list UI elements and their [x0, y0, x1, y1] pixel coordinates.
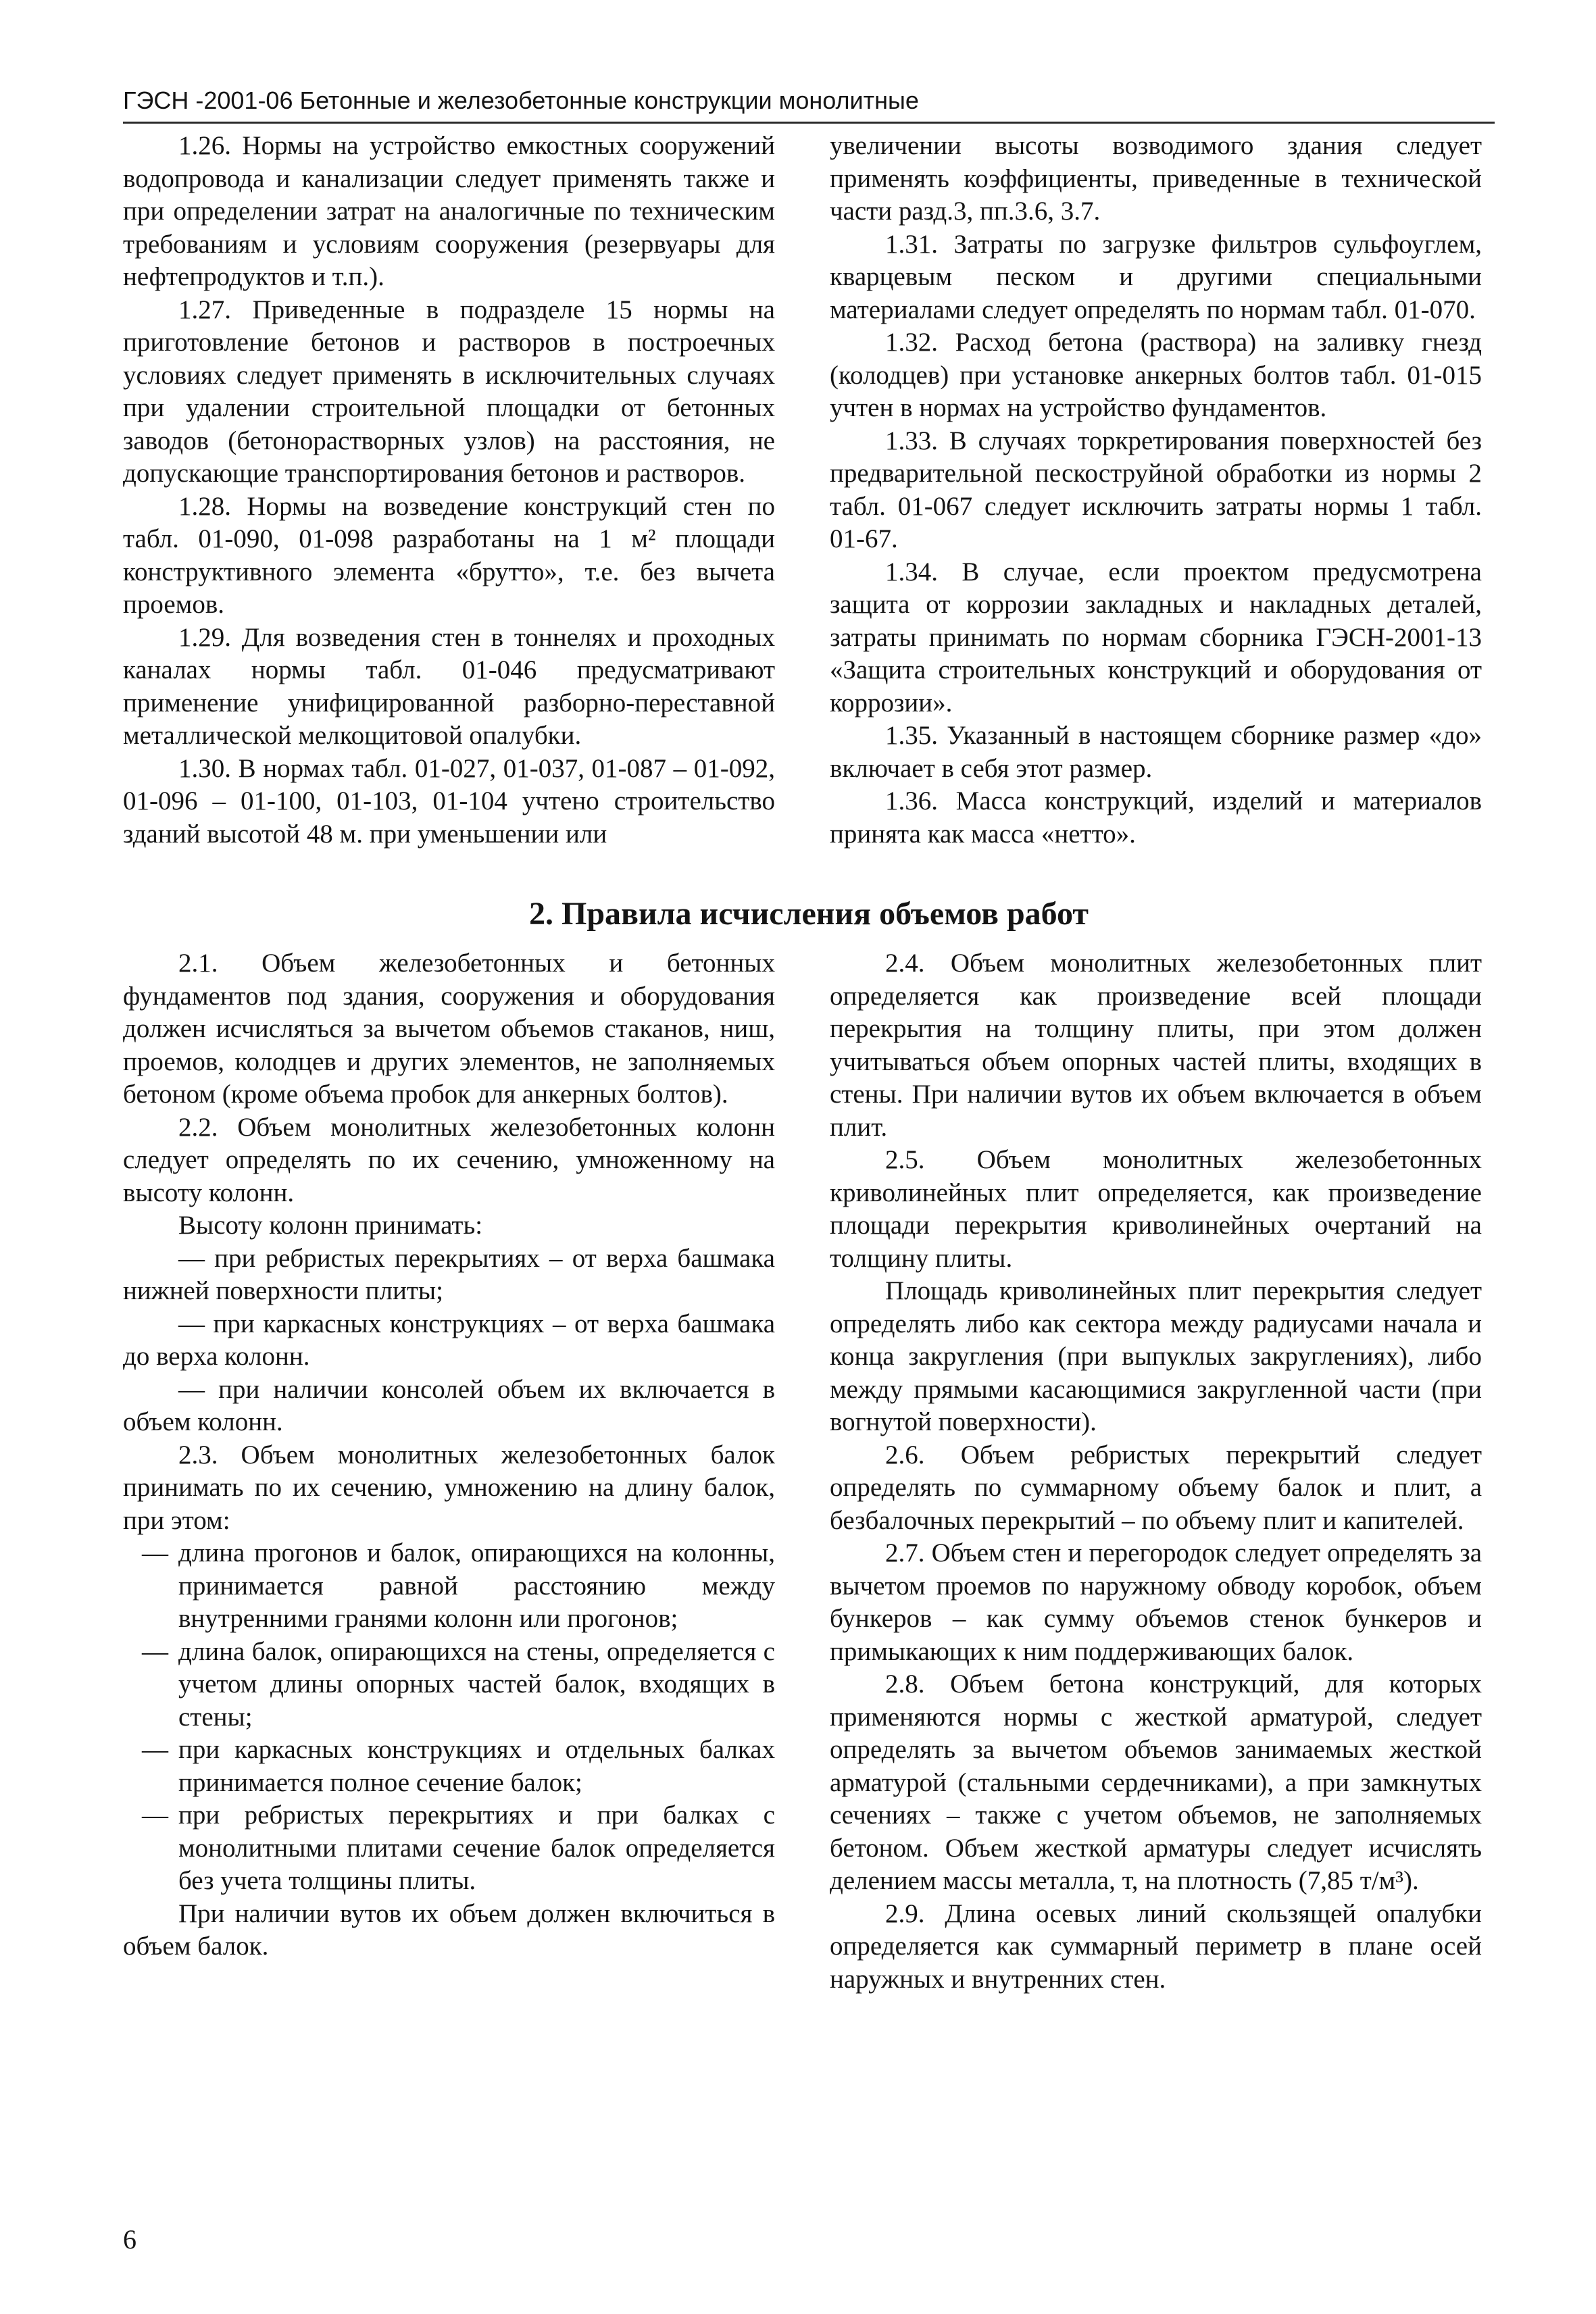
list-item-text: при каркасных конструкциях и отдельных балках принимается полное сечение балок;	[178, 1735, 775, 1797]
list-item	[123, 1734, 775, 1799]
list-item	[123, 1799, 775, 1898]
beam-rules-list	[123, 1537, 775, 1898]
list-item	[123, 1537, 775, 1636]
list-item-text: длина прогонов и балок, опирающихся на колонны, принимается равной расстоянию между внутренними гранями колонн или прогонов;	[178, 1538, 775, 1633]
paragraph-1-27: 1.27. Приведенные в подразделе 15 нормы на приготовление бетонов и растворов в построечных условиях следует применять в исключительных случаях при удалении строительной площадки от бетонных заводов (бетонорастворных узлов) на расстояния, не допускающие транспортирования бетонов и растворов.	[123, 295, 775, 488]
paragraph-1-32: 1.32. Расход бетона (раствора) на заливку гнезд (колодцев) при установке анкерных болтов табл. 01-015 учтен в нормах на устройство фундаментов.	[830, 328, 1482, 422]
paragraph-1-29: 1.29. Для возведения стен в тоннелях и проходных каналах нормы табл. 01-046 предусматривают применение унифицированной разборно-переставной металлической мелкощитовой опалубки.	[123, 622, 775, 750]
dash-mark: —	[142, 1735, 168, 1764]
column-height-item-1: — при ребристых перекрытиях – от верха башмака нижней поверхности плиты;	[123, 1243, 775, 1305]
paragraph-1-33: 1.33. В случаях торкретирования поверхностей без предварительной пескоструйной обработки из нормы 2 табл. 01-067 следует исключить затраты нормы 1 табл. 01-67.	[830, 426, 1482, 553]
dash-mark: —	[142, 1636, 168, 1666]
paragraph-1-26: 1.26. Нормы на устройство емкостных сооружений водопровода и канализации следует применять также и при определении затрат на аналогичные по техническим требованиям и условиям сооружения (резервуары для нефтепродуктов и т.п.).	[123, 131, 775, 291]
column-height-item-3: — при наличии консолей объем их включается в объем колонн.	[123, 1374, 775, 1436]
paragraph-curved-slabs: Площадь криволинейных плит перекрытия следует определять либо как сектора между радиусами начала и конца закругления (при выпуклых закруглениях), либо между прямыми касающимися закругленной части (при вогнутой поверхности).	[830, 1276, 1482, 1436]
page-number: 6	[123, 2224, 136, 2255]
column-bottom-left	[123, 947, 775, 1963]
list-item	[123, 1636, 775, 1734]
column-bottom-right	[830, 947, 1482, 1996]
haunch-note: При наличии вутов их объем должен включиться в объем балок.	[123, 1898, 775, 1961]
dash-mark: —	[142, 1801, 168, 1830]
column-height-intro: Высоту колонн принимать:	[178, 1211, 483, 1240]
column-height-item-2: — при каркасных конструкциях – от верха башмака до верха колонн.	[123, 1309, 775, 1371]
paragraph-1-30: 1.30. В нормах табл. 01-027, 01-037, 01-087 – 01-092, 01-096 – 01-100, 01-103, 01-104 учтено строительство зданий высотой 48 м. при уменьшении или	[123, 753, 775, 849]
column-top-left	[123, 130, 775, 851]
paragraph-1-28: 1.28. Нормы на возведение конструкций стен по табл. 01-090, 01-098 разработаны на 1 м² площади конструктивного элемента «брутто», т.е. без вычета проемов.	[123, 491, 775, 619]
paragraph-1-31: 1.31. Затраты по загрузке фильтров сульфоуглем, кварцевым песком и другими специальными материалами следует определять по нормам табл. 01-070.	[830, 229, 1482, 324]
dash-mark: —	[142, 1538, 168, 1567]
paragraph-2-9: 2.9. Длина осевых линий скользящей опалубки определяется как суммарный периметр в плане осей наружных и внутренних стен.	[830, 1898, 1482, 1994]
paragraph-1-34: 1.34. В случае, если проектом предусмотрена защита от коррозии закладных и накладных деталей, затраты принимать по нормам сборника ГЭСН-2001-13 «Защита строительных конструкций и оборудования от коррозии».	[830, 557, 1482, 718]
paragraph-1-36: 1.36. Масса конструкций, изделий и материалов принята как масса «нетто».	[830, 786, 1482, 849]
section-heading: 2. Правила исчисления объемов работ	[529, 896, 1089, 932]
paragraph-1-35: 1.35. Указанный в настоящем сборнике размер «до» включает в себя этот размер.	[830, 721, 1482, 783]
paragraph-2-5: 2.5. Объем монолитных железобетонных криволинейных плит определяется, как произведение площади перекрытия криволинейных очертаний на толщину плиты.	[830, 1145, 1482, 1273]
paragraph-2-3: 2.3. Объем монолитных железобетонных балок принимать по их сечению, умножению на длину балок, при этом:	[123, 1440, 775, 1535]
paragraph-2-4: 2.4. Объем монолитных железобетонных плит определяется как произведение всей площади перекрытия на толщину плиты, при этом должен учитываться объем опорных частей плиты, входящих в стены. При наличии вутов их объем включается в объем плит.	[830, 949, 1482, 1142]
paragraph-2-7: 2.7. Объем стен и перегородок следует определять за вычетом проемов по наружному обводу коробок, объем бункеров – как сумму объемов стенок бункеров и примыкающих к ним поддерживающих балок.	[830, 1538, 1482, 1666]
list-item-text: длина балок, опирающихся на стены, определяется с учетом длины опорных частей балок, входящих в стены;	[178, 1636, 775, 1732]
list-item-text: при ребристых перекрытиях и при балках с монолитными плитами сечение балок определяется без учета толщины плиты.	[178, 1801, 775, 1895]
running-header: ГЭСН -2001-06 Бетонные и железобетонные конструкции монолитные	[123, 80, 1495, 124]
paragraph-2-2: 2.2. Объем монолитных железобетонных колонн следует определять по их сечению, умноженному на высоту колонн.	[123, 1112, 775, 1207]
column-top-right	[830, 130, 1482, 851]
paragraph-2-1: 2.1. Объем железобетонных и бетонных фундаментов под здания, сооружения и оборудования должен исчисляться за вычетом объемов стаканов, ниш, проемов, колодцев и других элементов, не заполняемых бетоном (кроме объема пробок для анкерных болтов).	[123, 949, 775, 1109]
paragraph-1-30-continuation: увеличении высоты возводимого здания следует применять коэффициенты, приведенные в технической части разд.3, пп.3.6, 3.7.	[830, 131, 1482, 226]
paragraph-2-8: 2.8. Объем бетона конструкций, для которых применяются нормы с жесткой арматурой, следует определять за вычетом объемов занимаемых жесткой арматурой (стальными сердечниками), а при замкнутых сечениях – также с учетом объемов, не заполняемых бетоном. Объем жесткой арматуры следует исчислять делением массы металла, т, на плотность (7,85 т/м³).	[830, 1669, 1482, 1895]
paragraph-2-6: 2.6. Объем ребристых перекрытий следует определять по суммарному объему балок и плит, а безбалочных перекрытий – по объему плит и капителей.	[830, 1440, 1482, 1535]
